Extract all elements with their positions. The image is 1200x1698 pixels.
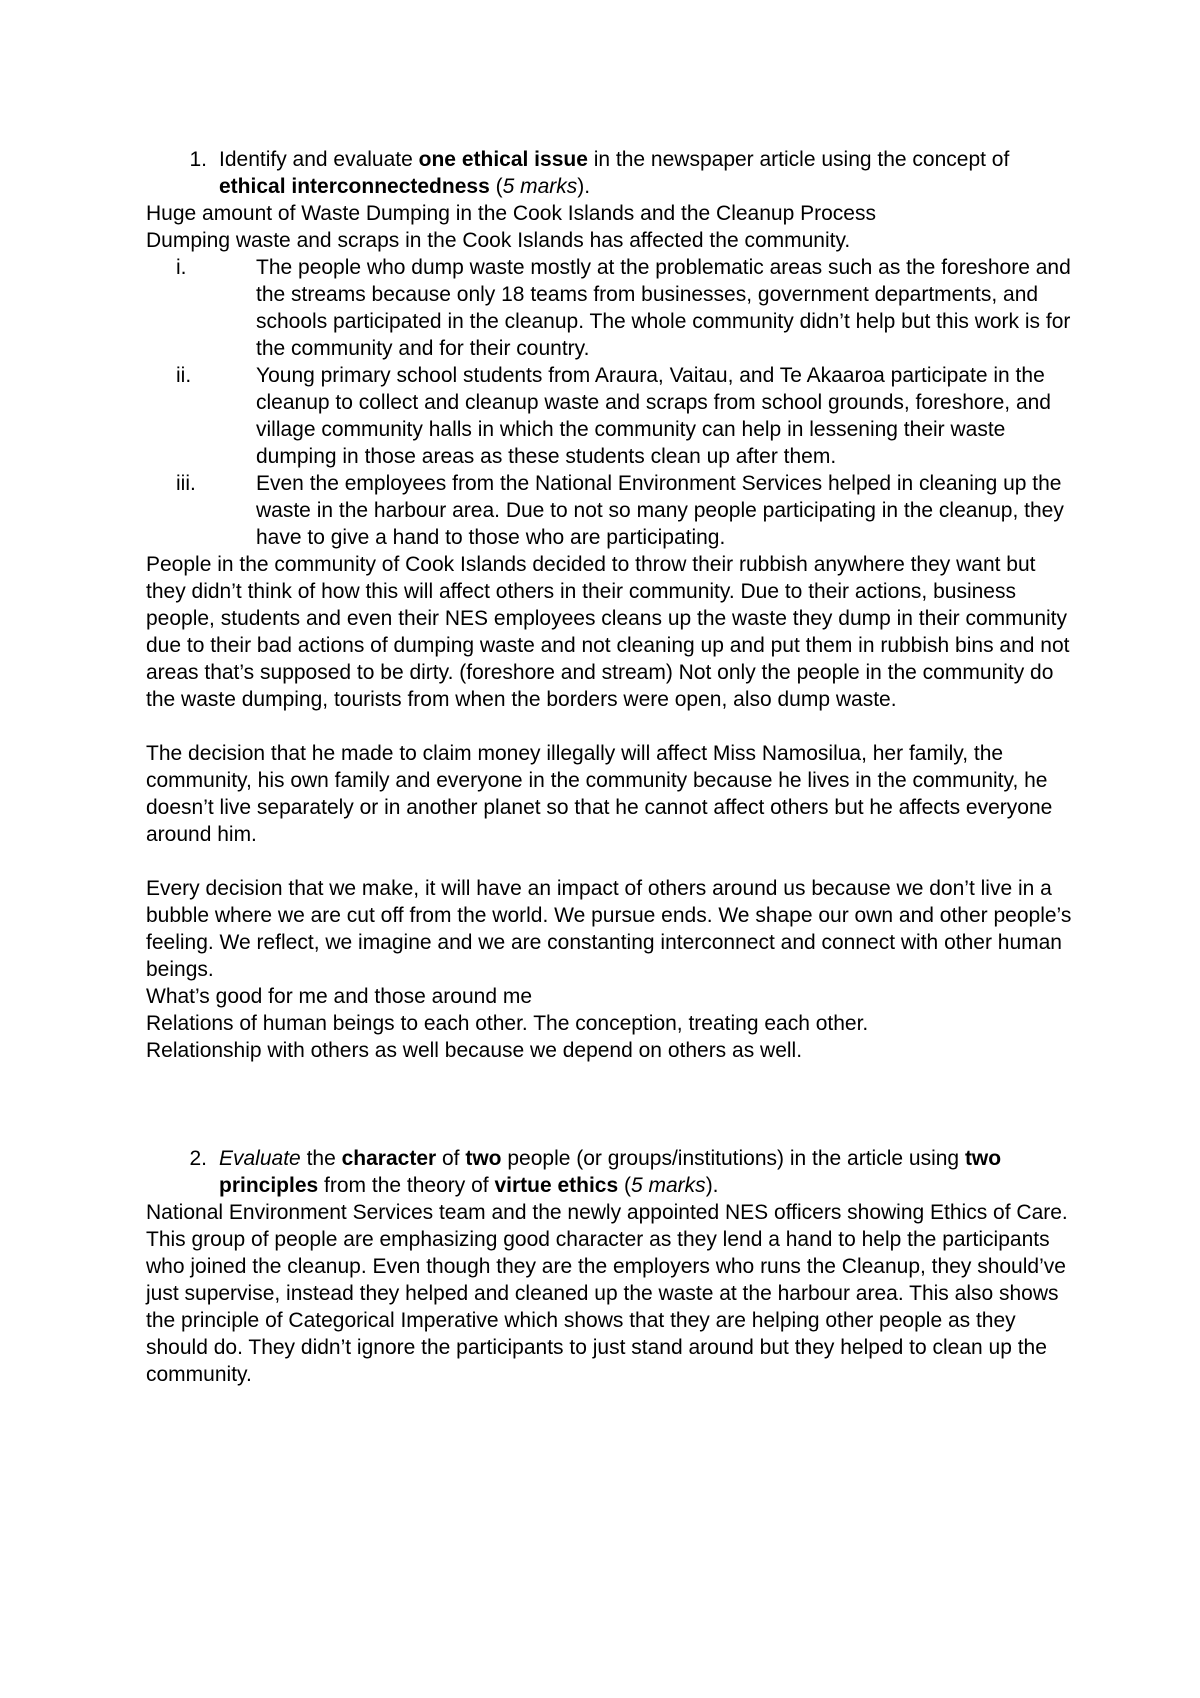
prompt-bold: two <box>465 1147 502 1170</box>
question-1-number: 1. <box>189 148 207 171</box>
prompt-text: ( <box>489 175 503 198</box>
list-item <box>146 254 1076 362</box>
answer-1-paragraph-2: The decision that he made to claim money illegally will affect Miss Namosilua, her family, the community, his own family and everyone in the community because he lives in the community, he doesn’t live separately or in another planet so that he cannot affect others but he affects everyone around him. <box>146 742 1053 846</box>
prompt-bold: two principles <box>219 1147 1002 1197</box>
list-item-text: The people who dump waste mostly at the problematic areas such as the foreshore and the streams because only 18 teams from businesses, government departments, and schools participated in the cleanup. The whole community didn’t help but this work is for the community and for their country. <box>256 256 1071 360</box>
prompt-text: ). <box>577 175 591 198</box>
question-2-number: 2. <box>189 1147 207 1170</box>
question-1-prompt <box>219 146 1076 200</box>
question-1 <box>146 146 1076 200</box>
prompt-text: ( <box>618 1174 631 1197</box>
spacer <box>146 1064 1076 1145</box>
question-2 <box>146 1145 1076 1199</box>
prompt-bold: ethical interconnectedness <box>219 175 490 198</box>
spacer <box>146 848 1076 875</box>
answer-1-paragraph-3: Every decision that we make, it will have an impact of others around us because we don’t live in a bubble where we are cut off from the world. We pursue ends. We shape our own and other people’s feeling. We reflect, we imagine and we are constanting interconnect and connect with other human beings. <box>146 877 1072 981</box>
answer-1-line-c: Relationship with others as well because we depend on others as well. <box>146 1039 803 1062</box>
prompt-text: the <box>300 1147 342 1170</box>
answer-1-line-b: Relations of human beings to each other. The conception, treating each other. <box>146 1012 869 1035</box>
list-item-text: Even the employees from the National Environment Services helped in cleaning up the waste in the harbour area. Due to not so many people participating in the cleanup, they have to give a hand to those who are participating. <box>256 472 1064 549</box>
question-2-prompt <box>219 1145 1076 1199</box>
prompt-text: Identify and evaluate <box>219 148 419 171</box>
spacer <box>146 713 1076 740</box>
prompt-text: of <box>436 1147 466 1170</box>
answer-2-paragraph: This group of people are emphasizing good character as they lend a hand to help the participants who joined the cleanup. Even though they are the employers who runs the Cleanup, they should’ve just supervise, instead they helped and cleaned up the waste at the harbour area. This also shows the principle of Categorical Imperative which shows that they are helping other people as they should do. They didn’t ignore the participants to just stand around but they helped to clean up the community. <box>146 1228 1066 1386</box>
document-page <box>146 146 1076 1388</box>
list-item-text: Young primary school students from Araura, Vaitau, and Te Akaaroa participate in the cleanup to collect and cleanup waste and scraps from school grounds, foreshore, and village community halls in which the community can help in lessening their waste dumping in those areas as these students clean up after them. <box>256 364 1051 468</box>
prompt-bold: virtue ethics <box>494 1174 619 1197</box>
prompt-text: from the theory of <box>318 1174 495 1197</box>
prompt-bold: character <box>341 1147 437 1170</box>
answer-1-paragraph-1: People in the community of Cook Islands decided to throw their rubbish anywhere they want but they didn’t think of how this will affect others in their community. Due to their actions, business people, students and even their NES employees cleans up the waste they dump in their community due to their bad actions of dumping waste and not cleaning up and put them in rubbish bins and not areas that’s supposed to be dirty. (foreshore and stream) Not only the people in the community do the waste dumping, tourists from when the borders were open, also dump waste. <box>146 553 1070 711</box>
answer-1-line-a: What’s good for me and those around me <box>146 985 533 1008</box>
prompt-text: in the newspaper article using the concept of <box>587 148 1010 171</box>
answer-2-subject: National Environment Services team and the newly appointed NES officers showing Ethics of Care. <box>146 1201 1068 1224</box>
answer-1-intro: Dumping waste and scraps in the Cook Islands has affected the community. <box>146 229 851 252</box>
list-item <box>146 470 1076 551</box>
answer-1-heading: Huge amount of Waste Dumping in the Cook Islands and the Cleanup Process <box>146 202 876 225</box>
list-item-number: ii. <box>176 364 192 387</box>
list-item-number: iii. <box>176 472 196 495</box>
prompt-marks: 5 marks <box>631 1174 706 1197</box>
prompt-italic: Evaluate <box>219 1147 301 1170</box>
prompt-text: ). <box>705 1174 719 1197</box>
prompt-marks: 5 marks <box>502 175 578 198</box>
prompt-bold: one ethical issue <box>418 148 588 171</box>
prompt-text: people (or groups/institutions) in the article using <box>501 1147 965 1170</box>
list-item-number: i. <box>176 256 187 279</box>
list-item <box>146 362 1076 470</box>
